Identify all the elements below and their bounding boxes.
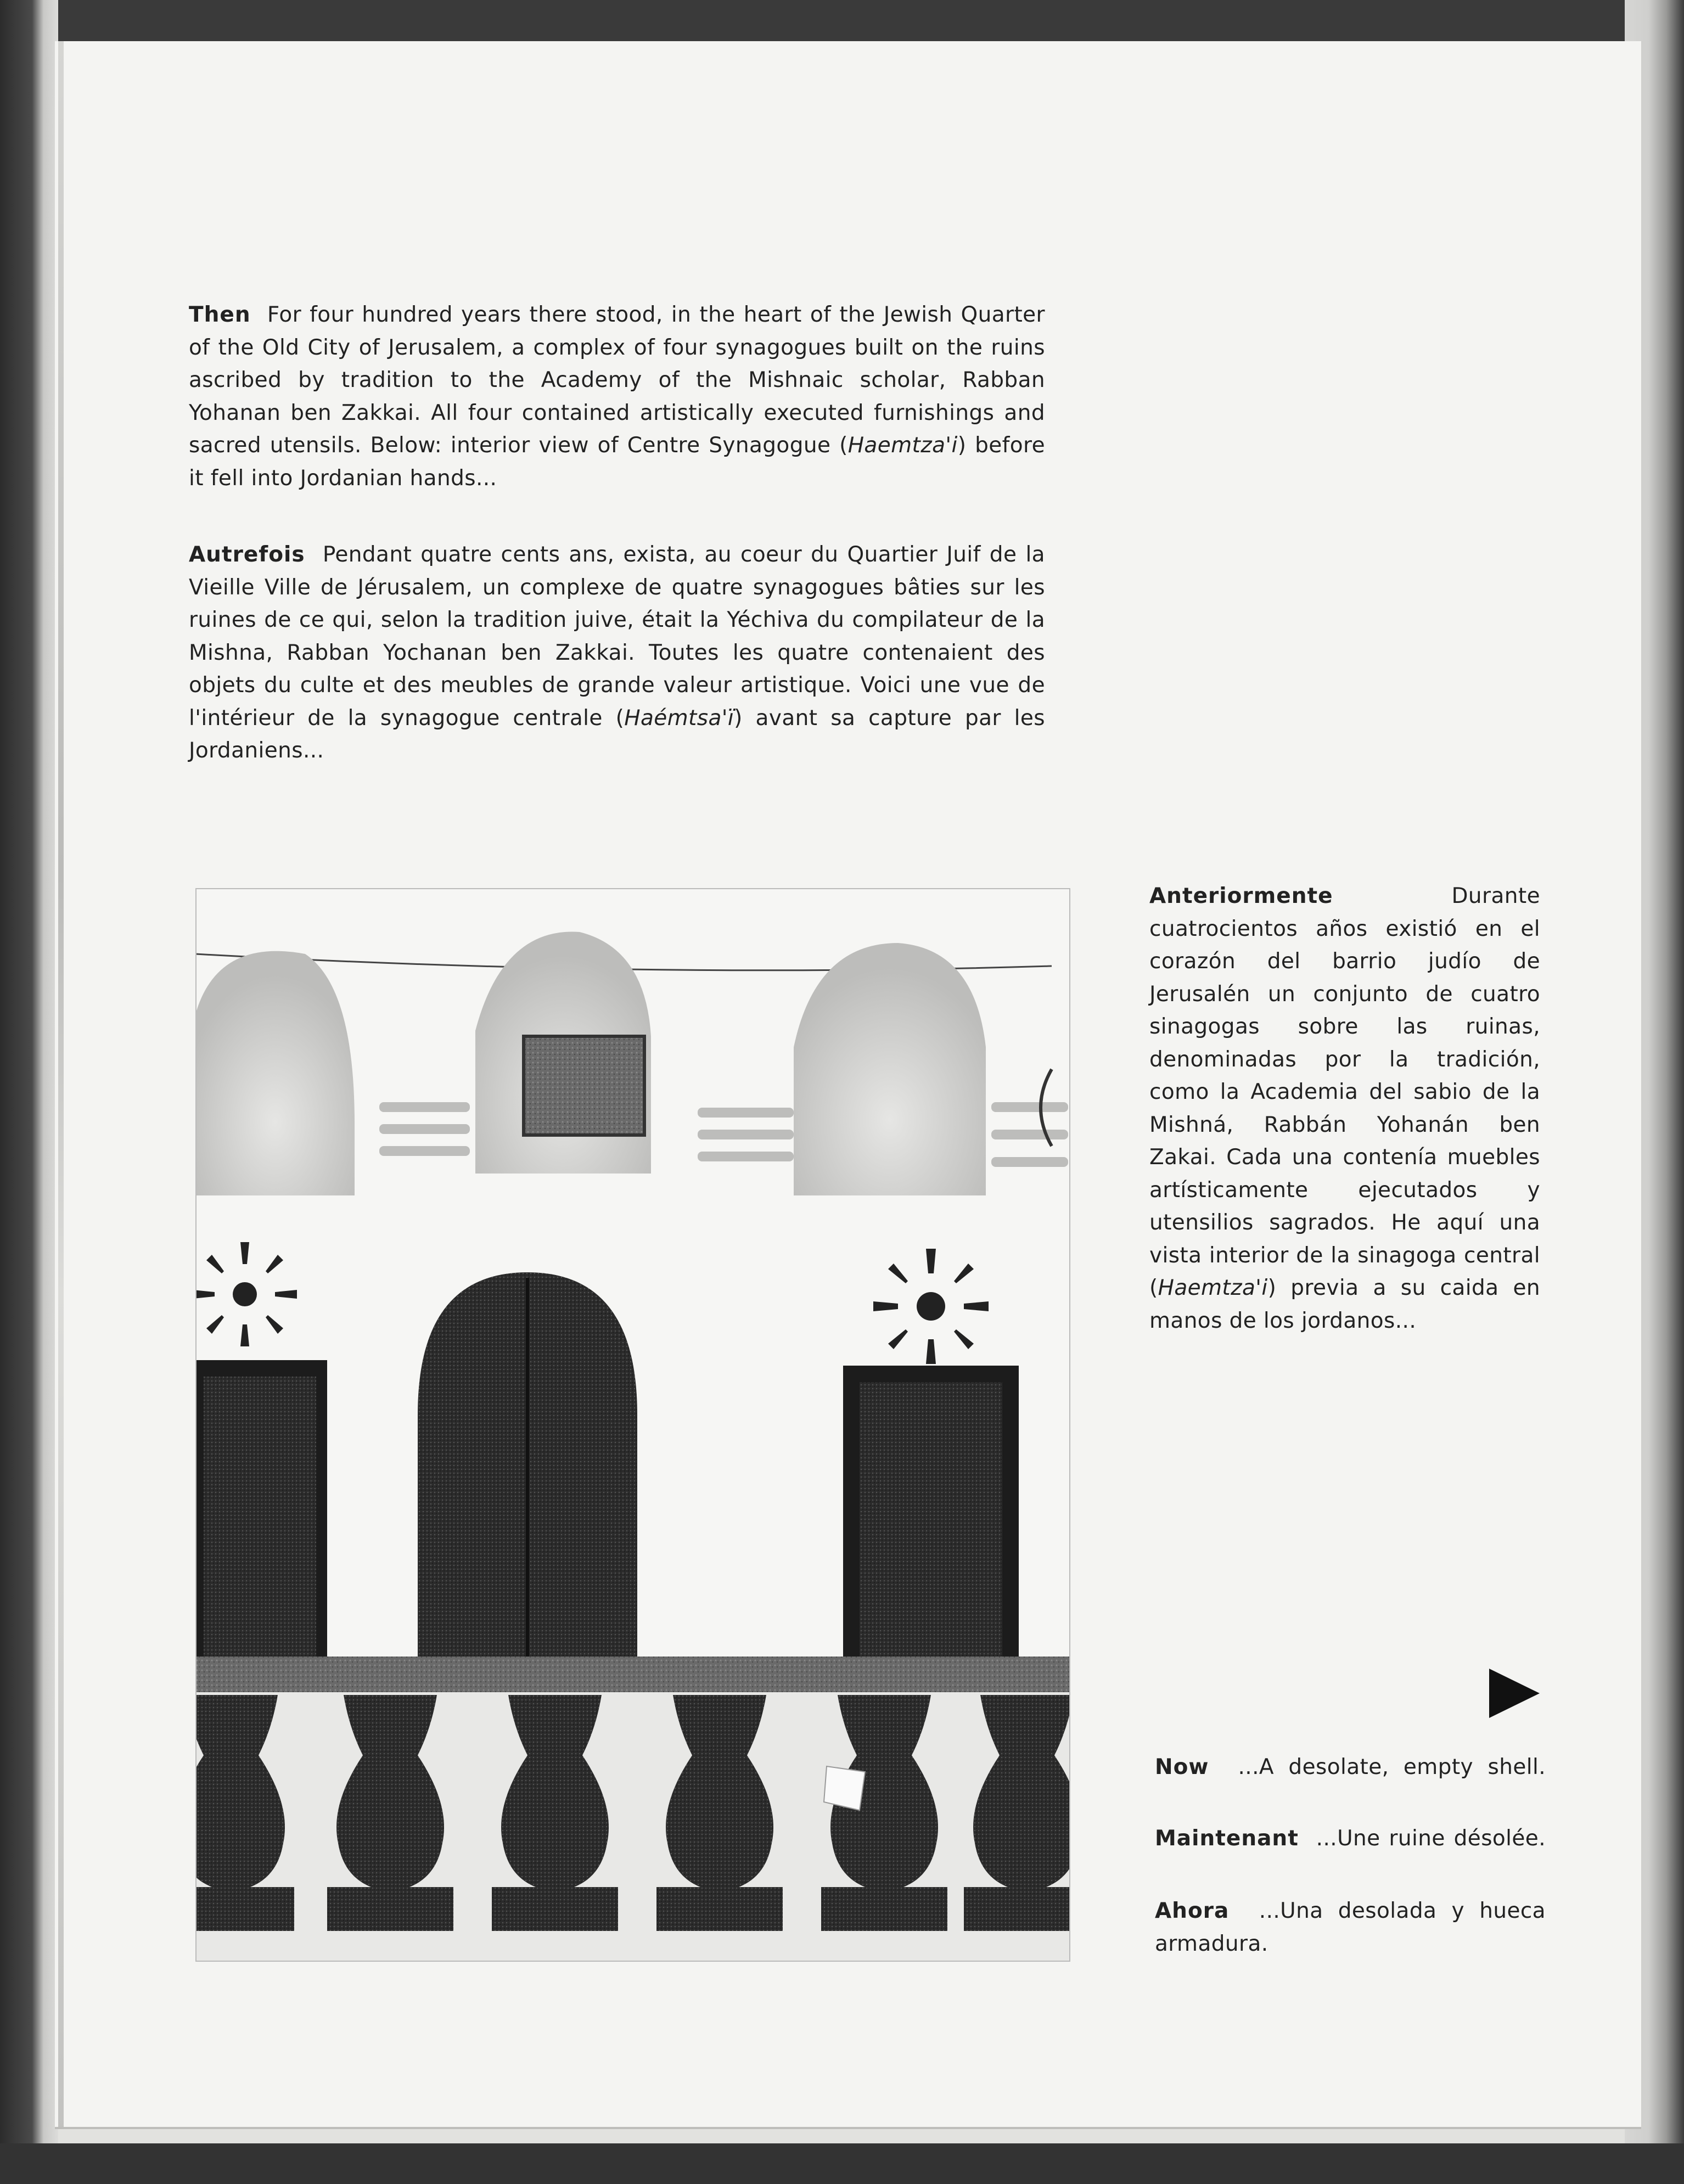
autrefois-label: Autrefois bbox=[189, 542, 305, 567]
autrefois-text: Pendant quatre cents ans, exista, au coeur du Quartier Juif de la Vieille Ville de Jérusalem, un complexe de quatre synagogues bâties sur les ruines de ce qui, selon la tradition juive, était la Yéchiva du compilateur de la Mishna, Rabban Yochanan ben Zakkai. Toutes les quatre contenaient des objets du culte et des meubles de grande valeur artistique. Voici une vue de l'intérieur de la synagogue centrale ( bbox=[189, 542, 1045, 731]
anteriormente-paragraph bbox=[1149, 880, 1540, 1337]
small-window bbox=[524, 1036, 644, 1135]
now-label: Now bbox=[1155, 1755, 1209, 1779]
synagogue-illustration bbox=[195, 888, 1070, 1962]
maintenant-label: Maintenant bbox=[1155, 1826, 1299, 1851]
then-text: For four hundred years there stood, in the heart of the Jewish Quarter of the Old City of Jerusalem, a complex of four synagogues built on the ruins ascribed by tradition to the Academy of the Mishnaic scholar, Rabban Yohanan ben Zakkai. All four contained artistically executed furnishings and sacred utensils. Below: interior view of Centre Synagogue ( bbox=[189, 302, 1045, 458]
anteriormente-italic: Haemtza'i bbox=[1158, 1276, 1268, 1300]
maintenant-caption bbox=[1155, 1822, 1546, 1855]
arch-left bbox=[195, 951, 355, 1195]
autrefois-italic: Haémtsa'ï bbox=[624, 705, 734, 731]
then-paragraph bbox=[189, 299, 1045, 495]
then-italic: Haemtza'i bbox=[847, 433, 958, 458]
ahora-label: Ahora bbox=[1155, 1899, 1230, 1923]
arch-right bbox=[794, 943, 986, 1195]
ahora-caption bbox=[1155, 1895, 1546, 1960]
binding-strip bbox=[58, 41, 64, 2127]
ahora-text: ...Una desolada y hueca armadura. bbox=[1155, 1899, 1546, 1956]
balustrade-rail bbox=[195, 1657, 1070, 1695]
anteriormente-label: Anteriormente bbox=[1149, 884, 1333, 908]
scan-edge-left bbox=[0, 0, 58, 2184]
then-label: Then bbox=[189, 302, 251, 327]
anteriormente-text: Durante cuatrocientos años existió en el corazón del barrio judío de Jerusalén un conjunto de cuatro sinagogas sobre las ruinas, denominadas por la tradición, como la Academia del sabio de la Mishná, Rabbán Yohanán ben Zakai. Cada una contenía muebles artísticamente ejecutados y utensilios sagrados. He aquí una vista interior de la sinagoga central ( bbox=[1149, 884, 1540, 1300]
maintenant-text: ...Une ruine désolée. bbox=[1316, 1826, 1546, 1851]
autrefois-text-end: ) avant sa capture par les Jordaniens... bbox=[189, 705, 1045, 763]
now-caption bbox=[1155, 1751, 1546, 1784]
now-text: ...A desolate, empty shell. bbox=[1238, 1755, 1546, 1779]
then-text-end: ) before it fell into Jordanian hands... bbox=[189, 433, 1045, 491]
paper-scrap bbox=[824, 1766, 865, 1810]
synagogue-photo bbox=[195, 888, 1070, 1962]
door-left bbox=[204, 1377, 316, 1662]
door-right bbox=[860, 1382, 1002, 1662]
anteriormente-text-end: ) previa a su caida en manos de los jordanos... bbox=[1149, 1276, 1540, 1333]
autrefois-paragraph bbox=[189, 538, 1045, 767]
play-arrow-icon bbox=[1489, 1669, 1540, 1718]
scan-edge-bottom bbox=[0, 2143, 1684, 2184]
